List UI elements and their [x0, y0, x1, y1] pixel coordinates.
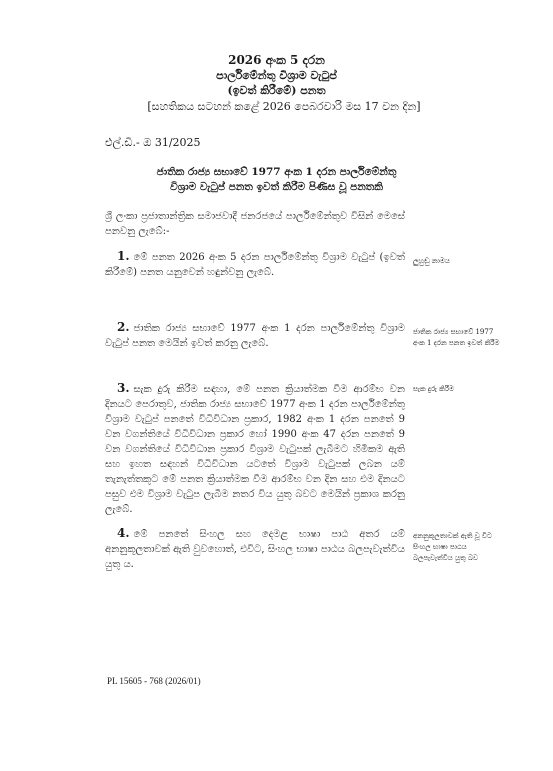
section-4: [105, 526, 405, 572]
marginal-note-2: ජාතික රාජ්‍ය සභාවේ 1977 අංක 1 දරන පනත ඉවත් කිරීම: [413, 328, 500, 347]
long-title-line-2: විශ්‍රාම වැටුප් පනත ඉවත් කිරීම පිණිස වූ පනතකි: [170, 181, 383, 193]
act-number: 2026 අංක 5 දරන: [228, 53, 325, 67]
marginal-note-4: අනනුකූලතාවක් ඇති වූ විට සිංහල භාෂා පාඨය බලපැවැත්විය යුතු බව: [413, 532, 492, 562]
reference-number: එල්.ඩී.- ඔ 31/2025: [105, 136, 201, 149]
section-text: සැක දුරු කිරීම සඳහා, මේ පනත ක්‍රියාත්මක වීම ආරම්භ වන දිනයට පෙරාතුව, ජාතික රාජ්‍ය සභාවේ 1977 අංක 1 දරන පාර්ලිමේන්තු විශ්‍රාම වැටුප් පනතේ විධිවිධාන ප්‍රකාර, 1982 අංක 1 දරන පනතේ 9 වන වගන්තියේ විධිවිධාන ප්‍රකාර හෝ 1990 අංක 47 දරන පනතේ 9 වන වගන්තියේ විධිවිධාන ප්‍රකාර විශ්‍රාම වැටුපක් ලැබීමට හිමිකම ඇති සහ ඉහත සඳහන් විධිවිධාන යටතේ විශ්‍රාම වැටුපක් ලබන යම් තැනැත්තකුට මේ පනත ක්‍රියාත්මක වීම ආරම්භ වන දින සහ එම දිනයට පසුව එම විශ්‍රාම වැටුප ලැබීම නතර විය යුතු බවට මෙයින් ප්‍රකාශ කරනු ලැබේ.: [105, 384, 405, 515]
long-title-line-1: ජාතික රාජ්‍ය සභාවේ 1977 අංක 1 දරන පාර්ලිමේන්තු: [156, 166, 397, 178]
section-text: මේ පනතේ සිංහල සහ දෙමළ භාෂා පාඨ අතර යම් අනනුකූලතාවක් ඇති වුවහොත්, එවිට, සිංහල භාෂා පාඨය බලපැවැත්විය යුතු ය.: [105, 529, 405, 570]
section-number: 4.: [117, 526, 130, 540]
print-code: PL 15605 - 768 (2026/01): [107, 676, 201, 686]
enacting-clause: ශ්‍රී ලංකා ප්‍රජාතාන්ත්‍රික සමාජවාදී ජනරජයේ පාර්ලිමේන්තුව විසින් මෙසේ පනවනු ලැබේ:-: [105, 211, 405, 237]
section-text: මේ පනත 2026 අංක 5 දරන පාර්ලිමේන්තු විශ්‍රාම වැටුප් (ඉවත් කිරීමේ) පනත යනුවෙන් හඳුන්වනු ලැබේ.: [105, 252, 405, 278]
marginal-note-3: සැක දුරු කිරීම: [413, 385, 455, 393]
act-title: පාර්ලිමේන්තු විශ්‍රාම වැටුප්: [216, 69, 337, 82]
section-1: [105, 249, 405, 280]
act-subtitle: (ඉවත් කිරීමේ) පනත: [227, 84, 326, 97]
certification-note: [සහතිකය සටහන් කළේ 2026 පෙබරවාරි මස 17 වන දින]: [147, 100, 421, 113]
section-number: 1.: [117, 249, 130, 263]
section-number: 3.: [117, 381, 130, 395]
section-text: ජාතික රාජ්‍ය සභාවේ 1977 අංක 1 දරන පාර්ලිමේන්තු විශ්‍රාම වැටුප් පනත මෙයින් ඉවත් කරනු ලැබේ.: [105, 323, 405, 349]
section-number: 2.: [117, 320, 130, 334]
section-2: [105, 320, 405, 351]
section-3: [105, 381, 405, 517]
marginal-note-1: ලුහුඬු නාමය: [413, 257, 450, 265]
